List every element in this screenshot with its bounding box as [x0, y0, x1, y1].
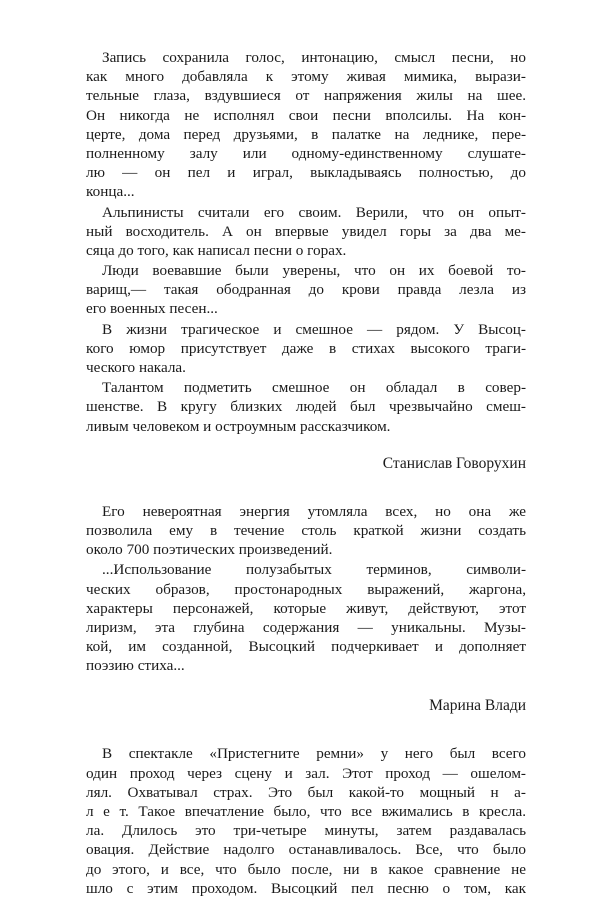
author-signature: Марина Влади: [429, 697, 526, 715]
text-line: Люди воевавшие были уверены, что он их боевой то-: [102, 262, 526, 280]
text-line: полненному залу или одному-единственному слушате-: [86, 144, 526, 162]
text-line: лю — он пел и играл, выкладываясь полностью, до: [86, 164, 526, 182]
text-line: ...Использование полузабытых терминов, символи-: [102, 561, 526, 579]
text-line: ческого накала.: [86, 359, 186, 376]
text-line: сяца до того, как написал песни о горах.: [86, 241, 347, 259]
text-line: шло с этим проходом. Высоцкий пел песню о том, как: [86, 879, 526, 897]
text-line: л е т. Такое впечатление было, что все вжимались в кресла.: [86, 803, 526, 820]
quote-block-vlady: [86, 502, 526, 717]
text-line: конца...: [86, 183, 135, 201]
text-line: тельные глаза, вздувшиеся от напряжения жилы на шее.: [86, 87, 526, 105]
text-line: позволила ему в течение столь краткой жизни создать: [86, 521, 526, 539]
text-line: ла. Длилось это три-четыре минуты, затем раздавалась: [86, 822, 526, 840]
paragraph: [86, 502, 526, 560]
text-line: его военных песен...: [86, 300, 218, 318]
text-line: В жизни трагическое и смешное — рядом. У Высоц-: [102, 320, 526, 338]
text-line: овация. Действие надолго останавливалось. Все, что было: [86, 841, 526, 859]
paragraph: [86, 378, 526, 436]
text-line: лял. Охватывал страх. Это был какой-то мощный н а-: [86, 783, 526, 801]
paragraph: [86, 744, 526, 898]
text-line: поэзию стиха...: [86, 657, 185, 675]
text-line: характеры персонажей, которые живут, действуют, этот: [86, 599, 526, 617]
text-line: до этого, и все, что было после, ни в какое сравнение не: [86, 860, 526, 878]
text-line: Талантом подметить смешное он обладал в совер-: [102, 379, 526, 397]
text-line: кой, им созданной, Высоцкий подчеркивает и дополняет: [86, 638, 526, 656]
text-line: кого юмор присутствует даже в стихах высокого траги-: [86, 339, 526, 357]
text-line: ный восходитель. А он впервые увидел горы за два ме-: [86, 222, 526, 240]
text-line: ческих образов, простонародных выражений, жаргона,: [86, 580, 526, 598]
text-line: церте, дома перед друзьями, в палатке на леднике, пере-: [86, 125, 526, 143]
text-line: В спектакле «Пристегните ремни» у него был всего: [102, 745, 526, 763]
text-line: варищ,— такая ободранная до крови правда лезла из: [86, 281, 526, 299]
paragraph: [86, 320, 526, 378]
quote-block-govorukhin: [86, 48, 526, 474]
text-line: как много добавляла к этому живая мимика, вырази-: [86, 68, 526, 86]
text-line: Его невероятная энергия утомляла всех, но она же: [102, 502, 526, 520]
text-line: около 700 поэтических произведений.: [86, 541, 333, 559]
paragraph: [86, 48, 526, 202]
text-line: ливым человеком и остроумным рассказчиком.: [86, 417, 391, 435]
author-signature: Станислав Говорухин: [382, 454, 526, 472]
text-line: лиризм, эта глубина содержания — уникальны. Музы-: [86, 618, 526, 636]
text-line: Альпинисты считали его своим. Верили, что он опыт-: [102, 203, 526, 221]
text-line: один проход через сцену и зал. Этот проход — ошелом-: [86, 764, 526, 782]
paragraph: [86, 261, 526, 319]
text-line: Он никогда не исполнял свои песни вполсилы. На кон-: [86, 106, 526, 124]
paragraph: [86, 203, 526, 261]
paragraph: [86, 560, 526, 675]
text-line: Запись сохранила голос, интонацию, смысл песни, но: [102, 49, 526, 66]
text-line: шенстве. В кругу близких людей был чрезвычайно смеш-: [86, 398, 526, 416]
document-page: [86, 48, 526, 898]
quote-block-performance: [86, 744, 526, 898]
